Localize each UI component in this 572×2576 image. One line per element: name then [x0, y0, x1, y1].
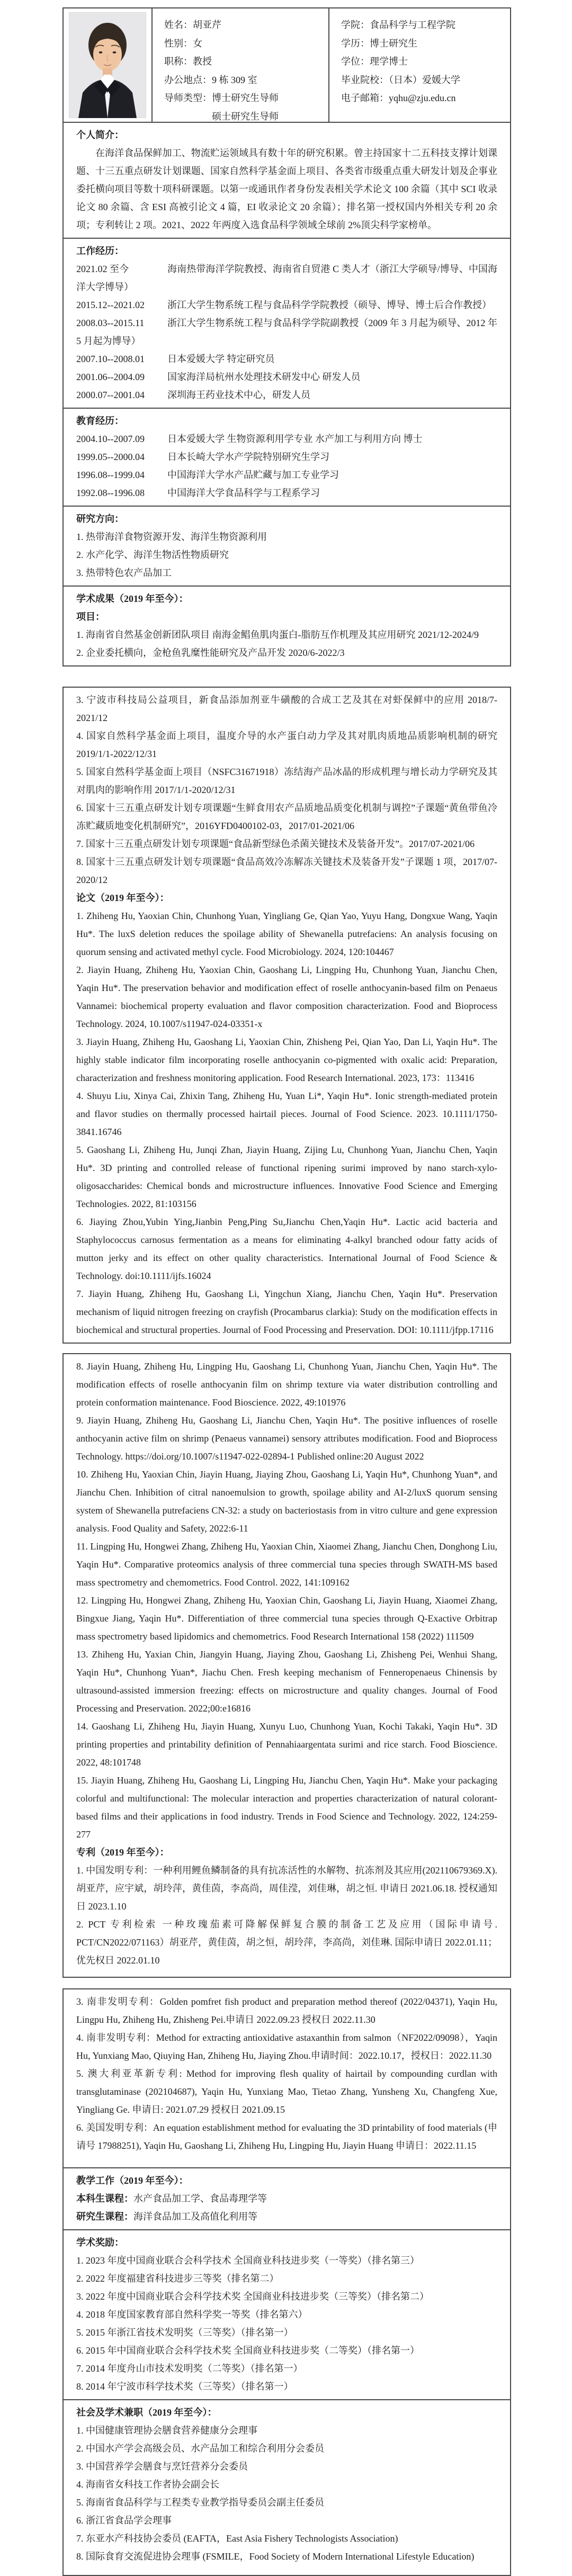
membership-item: 1. 中国健康管理协会膳食营养健康分会理事 [76, 2425, 257, 2436]
membership-item: 4. 海南省女科技工作者协会副会长 [76, 2479, 219, 2490]
projects-label: 项目： [76, 611, 105, 622]
work-item: 2015.12--2021.02 浙江大学生物系统工程与食品科学学院教授（硕导、博导、博士后合作教授） [76, 300, 491, 310]
email-value: yqhu@zju.edu.cn [389, 93, 456, 103]
project-item: 6. 国家十三五重点研发计划专项课题“生鲜食用农产品质地品质变化机制与调控”子课题“黄鱼带鱼冷冻贮藏质地变化机制研究”，2016YFD0400102-03，2017/01-2021/06 [76, 803, 497, 831]
paper-item: 7. Jiayin Huang, Zhiheng Hu, Gaoshang Li, Yingchun Xiang, Jianchu Chen, Yaqin Hu*. Preservation mechanism of liquid nitrogen freezing on crayfish (Procambarus clarkia): Study on the modification effects in biochemical and structural properties. Journal of Food Processing and Preservation. DOI: 10.1111/jfpp.17116 [76, 1289, 497, 1335]
section-work-experience [62, 239, 511, 409]
info-field-degree: 学位：理学博士 [341, 56, 408, 67]
membership-item: 3. 中国营养学会膳食与烹饪营养分会委员 [76, 2461, 248, 2472]
paper-item: 6. Jiaying Zhou,Yubin Ying,Jianbin Peng,Ping Su,Jianchu Chen,Yaqin Hu*. Lactic acid bacteria and Staphylococcus carnosus fermentation as a means for eliminating 4-alkyl branched odour fatty acids of mutton jerky and its effect on other quality characteristics. International Journal of Food Science & Technology. doi:10.1111/ijfs.16024 [76, 1217, 497, 1281]
award-item: 3. 2022 年度中国商业联合会科学技术奖 全国商业科技进步奖（三等奖）（排名第二） [76, 2291, 429, 2302]
section-title: 研究方向： [76, 514, 124, 524]
section-title: 工作经历： [76, 246, 124, 256]
award-item: 1. 2023 年度中国商业联合会科学技术 全国商业科技进步奖（一等奖）（排名第三） [76, 2255, 419, 2266]
info-field-degree-level: 学历：博士研究生 [341, 38, 417, 49]
research-item: 2. 水产化学、海洋生物活性物质研究 [76, 550, 229, 560]
award-item: 8. 2014 年宁波市科学技术奖（三等奖）（排名第一） [76, 2381, 293, 2392]
papers-label: 论文（2019 年至今）： [76, 893, 169, 903]
work-item: 2008.03--2015.11 浙江大学生物系统工程与食品科学学院副教授（2009 年 3 月起为硕导、2012 年 5 月起为博导） [76, 318, 497, 346]
section-title: 教育经历： [76, 416, 124, 426]
paper-item: 8. Jiayin Huang, Zhiheng Hu, Lingping Hu, Gaoshang Li, Chunhong Yuan, Jianchu Chen, Yaqin Hu*. The modification effects of roselle anthocyanin film on shrimp texture via water distribution controlling and protein conformation maintenance. Food Bioscience. 2022, 49:101976 [76, 1361, 497, 1408]
paper-item: 10. Zhiheng Hu, Yaoxian Chin, Jiayin Huang, Jiaying Zhou, Gaoshang Li, Yaqin Hu*, Chunhong Yuan*, and Jianchu Chen. Inhibition of citral nanoemulsion to growth, spoilage ability and AI-2/luxS quorum sensing system of Shewanella putrefaciens CN-32: a study on bacteriostasis from in vitro culture and gene expression analysis. Food Quality and Safety, 2022:6-11 [76, 1469, 497, 1534]
section-title: 社会及学术兼职（2019 年至今）： [76, 2407, 217, 2418]
paper-item: 14. Gaoshang Li, Zhiheng Hu, Jiayin Huang, Xunyu Luo, Chunhong Yuan, Kochi Takaki, Yaqin Hu*. 3D printing properties and printability definition of Pennahiaargentata surimi and rice starch. Food Bioscience. 2022, 48:101748 [76, 1721, 497, 1768]
info-left-column [153, 8, 328, 122]
section-title: 学术成果（2019 年至今）： [76, 593, 189, 604]
paper-item: 1. Zhiheng Hu, Yaoxian Chin, Chunhong Yuan, Yingliang Ge, Qian Yao, Yuyu Hang, Dongxue Wang, Yaqin Hu*. The luxS deletion reduces the spoilage ability of Shewanella putrefaciens: An analysis focusing on quorum sensing and activated methyl cycle. Food Microbiology. 2024, 120:104467 [76, 911, 497, 957]
research-item: 1. 热带海洋食物资源开发、海洋生物资源利用 [76, 532, 267, 542]
info-field-office: 办公地点：9 栋 309 室 [164, 74, 257, 85]
info-field-supervisor-type-line2: 硕士研究生导师 [212, 111, 279, 122]
paper-item: 15. Jiayin Huang, Zhiheng Hu, Gaoshang Li, Lingping Hu, Jianchu Chen, Yaqin Hu*. Make your packaging colorful and multifunctional: The molecular interaction and properties characterization of natural colorant-based films and their applications in food industry. Trends in Food Science and Technology. 2022, 124:259-277 [76, 1775, 497, 1840]
project-item: 3. 宁波市科技局公益项目，新食品添加剂亚牛磺酸的合成工艺及其在对虾保鲜中的应用 2018/7-2021/12 [76, 695, 497, 723]
section-personal-profile [62, 123, 511, 239]
award-item: 7. 2014 年度舟山市技术发明奖（二等奖）（排名第一） [76, 2363, 303, 2374]
info-field-name: 姓名：胡亚芹 [164, 20, 221, 30]
section-title: 教学工作（2019 年至今）： [76, 2175, 189, 2186]
section-achievements-page3 [62, 1353, 511, 1978]
info-field-email: 电子邮箱：yqhu@zju.edu.cn [341, 93, 456, 103]
section-title: 学术奖励： [76, 2237, 124, 2248]
patent-item: 2. PCT 专利检索 一种玫瑰茄素可降解保鲜复合膜的制备工艺及应用（国际申请号. PCT/CN2022/071163）胡亚芹，黄佳茵，胡之恒，胡玲萍，李高尚，刘佳琳. 国际申请日 2022.01.11；优先权日 2022.01.10 [76, 1919, 497, 1966]
page-break-gap [62, 1978, 511, 1988]
work-item: 2000.07--2001.04 深圳海王药业技术中心，研发人员 [76, 390, 310, 400]
paper-item: 4. Shuyu Liu, Xinya Cai, Zhixin Tang, Zhiheng Hu, Yuan Li*, Yaqin Hu*. Ionic strength-mediated protein and flavor studies on thermally processed hairtail pieces. Journal of Food Science. 2023. 10.1111/1750-3841.16746 [76, 1091, 497, 1137]
education-item: 1996.08--1999.04 中国海洋大学水产品贮藏与加工专业学习 [76, 470, 339, 480]
education-item: 2004.10--2007.09 日本爱媛大学 生物资源利用学专业 水产加工与利用方向 博士 [76, 434, 423, 444]
paper-item: 5. Gaoshang Li, Zhiheng Hu, Junqi Zhan, Jiayin Huang, Zijing Lu, Chunhong Yuan, Jianchu Chen, Yaqin Hu*. 3D printing and controlled release of functional ripening surimi improved by nano starch-xylo-oligosaccharides: Chemical bonds and microstructure influences. Innovative Food Science and Emerging Technologies. 2022, 81:103156 [76, 1145, 497, 1209]
paper-item: 2. Jiayin Huang, Zhiheng Hu, Yaoxian Chin, Gaoshang Li, Lingping Hu, Chunhong Yuan, Jianchu Chen, Yaqin Hu*. The preservation behavior and modification effect of roselle anthocyanin-based film on Penaeus Vannamei: biochemical property evaluation and flavor composition characterization. Food and Bioprocess Technology. 2024, 10.1007/s11947-024-03351-x [76, 965, 497, 1029]
paper-item: 11. Lingping Hu, Hongwei Zhang, Zhiheng Hu, Yaoxian Chin, Xiaomei Zhang, Jianchu Chen, Donghong Liu, Yaqin Hu*. Comparative proteomics analysis of three commercial tuna species through SWATH-MS based mass spectrometry and chemometrics. Food Control. 2022, 141:109162 [76, 1541, 497, 1588]
section-achievements-page2 [62, 687, 511, 1344]
paper-item: 3. Jiayin Huang, Zhiheng Hu, Gaoshang Li, Yaoxian Chin, Zhisheng Pei, Qian Yao, Dan Li, Yaqin Hu*. The highly stable indicator film incorporating roselle anthocyanin co-pigmented with oxalic acid: Preparation, characterization and freshness monitoring application. Food Research International. 2023, 173：113416 [76, 1037, 497, 1083]
research-item: 3. 热带特色农产品加工 [76, 568, 172, 578]
membership-item: 5. 海南省食品科学与工程类专业教学指导委员会副主任委员 [76, 2497, 324, 2508]
project-item: 4. 国家自然科学基金面上项目，温度介导的水产蛋白动力学及其对肌肉质地品质影响机制的研究 2019/1/1-2022/12/31 [76, 731, 497, 759]
faculty-profile-document [62, 7, 511, 2576]
membership-item: 8. 国际食育交流促进协会理事 (FSMILE，Food Society of Modern International Lifestyle Education) [76, 2551, 475, 2562]
section-achievements [62, 587, 511, 666]
paper-item: 9. Jiayin Huang, Zhiheng Hu, Gaoshang Li, Jianchu Chen, Yaqin Hu*. The positive influences of roselle anthocyanin active film on shrimp (Penaeus vannamei) sensory attributes modification. Food and Bioprocess Technology. https://doi.org/10.1007/s11947-022-02894-1 Published online:20 August 2022 [76, 1415, 497, 1462]
paper-item: 12. Lingping Hu, Hongwei Zhang, Zhiheng Hu, Yaoxian Chin, Gaoshang Li, Jiayin Huang, Xiaomei Zhang, Bingxue Jiang, Yaqin Hu*. Differentiation of three commercial tuna species through Q-Exactive Orbitrap mass spectrometry based lipidomics and chemometrics. Food Research International 158 (2022) 111509 [76, 1595, 497, 1642]
work-item: 2007.10--2008.01 日本爱媛大学 特定研究员 [76, 354, 275, 364]
section-education [62, 409, 511, 507]
award-item: 4. 2018 年度国家教育部自然科学奖一等奖（排名第六） [76, 2309, 308, 2320]
project-item: 1. 海南省自然基金创新团队项目 南海金鲳鱼肌肉蛋白-脂肪互作机理及其应用研究 2021/12-2024/9 [76, 629, 479, 640]
teaching-row: 研究生课程：海洋食品加工及高值化利用等 [76, 2211, 257, 2222]
profile-photo [69, 12, 146, 118]
section-title: 个人简介： [76, 130, 124, 140]
photo-cell [64, 8, 153, 122]
section-awards [62, 2230, 511, 2400]
patents-label: 专利（2019 年至今）： [76, 1847, 169, 1858]
teaching-row: 本科生课程：水产食品加工学、食品毒理学等 [76, 2193, 267, 2204]
membership-item: 6. 浙江省食品学会理事 [76, 2515, 172, 2526]
info-field-gender: 性别：女 [164, 38, 202, 49]
info-field-college: 学院：食品科学与工程学院 [341, 20, 455, 30]
patent-item: 5. 澳大利亚革新专利: Method for improving flesh quality of hairtail by compounding curdlan with transglutaminase (202104687), Yaqin Hu, Yunxiang Mao, Tietao Zhang, Yunsheng Xu, Changfeng Xue, Yingliang Ge. 申请日: 2021.07.29 授权日 2021.09.15 [76, 2068, 497, 2115]
profile-text: 在海洋食品保鲜加工、物流贮运领域具有数十年的研究积累。曾主持国家十二五科技支撑计划课题、十三五重点研发计划课题、国家自然科学基金面上项目、各类省市级重点重大研发计划及企事业委托横向项目等数十项科研课题。以第一或通讯作者身份发表相关学术论文 100 余篇（其中 SCI 收录论文 80 余篇、含 ESI 高被引论文 4 篇，EI 收录论文 20 余篇）；排名第一授权国内外相关专利 20 余项；专利转让 2 项。2021、2022 年两度入选食品科学领域全球前 2%顶尖科学家榜单。 [76, 148, 497, 230]
section-teaching [62, 2168, 511, 2230]
info-field-title: 职称：教授 [164, 56, 212, 67]
section-memberships [62, 2400, 511, 2576]
page-break-gap [62, 1344, 511, 1353]
project-item: 5. 国家自然科学基金面上项目（NSFC31671918）冻结海产品冰晶的形成机理与增长动力学研究及其对肌肉的影响作用 2017/1/1-2020/12/31 [76, 767, 497, 795]
award-item: 6. 2015 年中国商业联合会科学技术奖 全国商业科技进步奖（二等奖）（排名第一） [76, 2345, 419, 2356]
work-item: 2021.02 至今 海南热带海洋学院教授、海南省自贸港 C 类人才（浙江大学硕导/博导、中国海洋大学博导） [76, 264, 497, 292]
membership-item: 2. 中国水产学会高级会员、水产品加工和综合利用分会委员 [76, 2443, 324, 2454]
project-item: 7. 国家十三五重点研发计划专项课题“食品新型绿色杀菌关键技术及装备开发”。2017/07-2021/06 [76, 839, 475, 849]
section-research-directions [62, 507, 511, 587]
education-item: 1992.08--1996.08 中国海洋大学食品科学与工程系学习 [76, 488, 320, 498]
info-field-alma-mater: 毕业院校：（日本）爱媛大学 [341, 74, 460, 85]
info-field-supervisor-type: 导师类型：博士研究生导师 [164, 93, 279, 103]
project-item: 2. 企业委托横向，金枪鱼乳糜性能研究及产品开发 2020/6-2022/3 [76, 647, 345, 658]
membership-item: 7. 东亚水产科技协会委员 (EAFTA，East Asia Fishery Technologists Association) [76, 2533, 398, 2544]
section-patents-page4 [62, 1988, 511, 2168]
patent-item: 4. 南非发明专利：Method for extracting antioxidative astaxanthin from salmon（NF2022/09098），Yaqin Hu, Yunxiang Mao, Qiuying Han, Zhiheng Hu, Jiaying Zhou.申请时间：2022.10.17，授权日：2022.11.30 [76, 2032, 497, 2061]
patent-item: 6. 美国发明专利：An equation establishment method for evaluating the 3D printability of food materials (申请号 17988251), Yaqin Hu, Gaoshang Li, Zhiheng Hu, Lingping Hu, Jiayin Huang 申请日：2022.11.15 [76, 2122, 497, 2151]
work-item: 2001.06--2004.09 国家海洋局杭州水处理技术研发中心 研发人员 [76, 372, 361, 382]
award-item: 2. 2022 年度福建省科技进步三等奖（排名第二） [76, 2273, 279, 2284]
paper-item: 13. Zhiheng Hu, Yaxian Chin, Jiangyin Huang, Jiaying Zhou, Gaoshang Li, Zhisheng Pei, Wenhui Shang, Yaqin Hu*, Chunhong Yuan*, Jiachu Chen. Fresh keeping mechanism of Fenneropenaeus Chinensis by ultrasound-assisted immersion freezing: effects on microstructure and quality changes. Journal of Food Processing and Preservation. 2022;00:e16816 [76, 1649, 497, 1714]
info-right-column [328, 8, 510, 122]
project-item: 8. 国家十三五重点研发计划专项课题“食品高效冷冻解冻关键技术及装备开发”子课题 1 项，2017/07-2020/12 [76, 857, 497, 885]
award-item: 5. 2015 年浙江省技术发明奖（三等奖）（排名第一） [76, 2327, 293, 2338]
education-item: 1999.05--2000.04 日本长崎大学水产学院特别研究生学习 [76, 452, 329, 462]
page-break-gap [62, 666, 511, 687]
patent-item: 3. 南非发明专利：Golden pomfret fish product and preparation method thereof (2022/04371), Yaqin Hu, Lingpu Hu, Zhiheng Hu, Zhisheng Pei.申请日 2022.09.23 授权日 2022.11.30 [76, 1996, 497, 2025]
personal-info-table [62, 7, 511, 123]
patent-item: 1. 中国发明专利：一种利用鲤鱼鳞制备的具有抗冻活性的水解物、抗冻剂及其应用(202110679369.X). 胡亚芹，应宇斌，胡玲萍，黄佳茵，李高尚，周佳滢，刘佳琳，胡之恒. 申请日 2021.06.18. 授权通知日 2023.1.10 [76, 1865, 497, 1912]
